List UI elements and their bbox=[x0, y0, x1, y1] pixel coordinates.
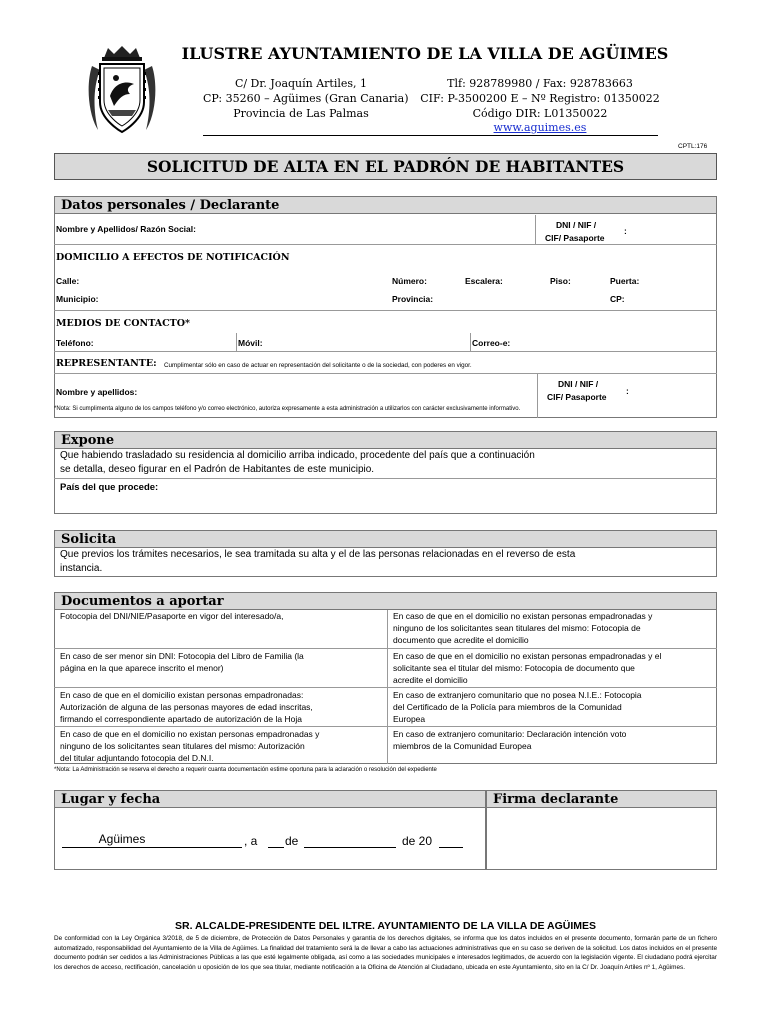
contact-heading: MEDIOS DE CONTACTO* bbox=[56, 318, 190, 329]
place-date-heading: Lugar y fecha bbox=[54, 790, 486, 808]
doc-item-owner-authorization: En caso de que en el domicilio no existan personas empadronadas y ninguno de los solicitantes sean titulares del mismo: Autorización del titular adjuntando fotocopia del D.N.I. bbox=[60, 729, 320, 763]
header-divider bbox=[203, 135, 658, 136]
door-label: Puerta: bbox=[610, 276, 640, 286]
solicita-heading: Solicita bbox=[54, 530, 717, 548]
doc-item-eu-no-nie: En caso de extranjero comunitario que no posea N.I.E.: Fotocopia del Certificado de la Policía para miembros de la Comunidad Europea bbox=[393, 690, 642, 724]
month-field[interactable] bbox=[304, 834, 396, 848]
representative-name-label: Nombre y apellidos: bbox=[56, 387, 138, 397]
expone-text-line1: Que habiendo trasladado su residencia al domicilio arriba indicado, procedente del país que a continuación bbox=[60, 450, 535, 461]
date-de-1: de bbox=[285, 834, 299, 848]
doc-item-dni: Fotocopia del DNI/NIE/Pasaporte en vigor del interesado/a, bbox=[60, 611, 284, 621]
address-postal: CP: 35260 – Agüimes (Gran Canaria) bbox=[203, 92, 409, 105]
signature-heading: Firma declarante bbox=[486, 790, 717, 808]
expone-text-line2: se detalla, deseo figurar en el Padrón de Habitantes de este municipio. bbox=[60, 464, 375, 475]
year-field[interactable] bbox=[439, 834, 463, 848]
coat-of-arms-logo bbox=[84, 44, 160, 138]
dni-label-line1: DNI / NIF / bbox=[556, 220, 597, 230]
email-label: Correo-e: bbox=[472, 338, 511, 348]
dni-colon: : bbox=[624, 226, 627, 236]
address-province: Provincia de Las Palmas bbox=[233, 107, 369, 120]
documents-heading: Documentos a aportar bbox=[54, 592, 717, 610]
place-field[interactable]: Agüimes bbox=[62, 834, 242, 848]
origin-country-label: País del que procede: bbox=[60, 482, 159, 493]
personal-data-heading: Datos personales / Declarante bbox=[54, 196, 717, 214]
day-field[interactable] bbox=[268, 834, 284, 848]
council-name: ILUSTRE AYUNTAMIENTO DE LA VILLA DE AGÜIMES bbox=[181, 44, 669, 63]
website-link[interactable]: www.aguimes.es bbox=[493, 121, 587, 134]
address-street: C/ Dr. Joaquín Artiles, 1 bbox=[234, 77, 368, 90]
expone-heading: Expone bbox=[54, 431, 717, 449]
solicita-text-line1: Que previos los trámites necesarios, le sea tramitada su alta y el de las personas relacionadas en el reverso de esta bbox=[60, 549, 576, 560]
floor-label: Piso: bbox=[550, 276, 571, 286]
addressee-title: SR. ALCALDE-PRESIDENTE DEL ILTRE. AYUNTAMIENTO DE LA VILLA DE AGÜIMES bbox=[175, 920, 596, 932]
number-label: Número: bbox=[392, 276, 427, 286]
rep-dni-label-line2: CIF/ Pasaporte bbox=[547, 392, 607, 402]
province-label: Provincia: bbox=[392, 294, 434, 304]
date-comma-a: , a bbox=[244, 834, 258, 848]
contact-phone: Tlf: 928789980 / Fax: 928783663 bbox=[447, 77, 633, 90]
phone-label: Teléfono: bbox=[56, 338, 94, 348]
contact-cif: CIF: P-3500200 E – Nº Registro: 01350022 bbox=[420, 92, 660, 105]
mobile-label: Móvil: bbox=[238, 338, 263, 348]
dni-label-line2: CIF/ Pasaporte bbox=[545, 233, 605, 243]
name-label: Nombre y Apellidos/ Razón Social: bbox=[56, 224, 196, 234]
solicita-text-line2: instancia. bbox=[60, 563, 103, 574]
form-code: CPTL:176 bbox=[678, 143, 708, 150]
documents-footnote: *Nota: La Administración se reserva el derecho a requerir cuanta documentación estime oportuna para la aclaración o resolución del expediente bbox=[54, 767, 437, 773]
domicile-heading: DOMICILIO A EFECTOS DE NOTIFICACIÓN bbox=[56, 252, 290, 263]
stair-label: Escalera: bbox=[465, 276, 503, 286]
form-title: SOLICITUD DE ALTA EN EL PADRÓN DE HABITANTES bbox=[54, 153, 717, 180]
representative-heading: REPRESENTANTE: bbox=[56, 358, 157, 369]
postal-code-label: CP: bbox=[610, 294, 625, 304]
rep-dni-label-line1: DNI / NIF / bbox=[558, 379, 599, 389]
representative-note: Cumplimentar sólo en caso de actuar en representación del solicitante o de la sociedad, con poderes en vigor. bbox=[164, 362, 472, 369]
doc-item-no-residents-not-owner: En caso de que en el domicilio no existan personas empadronadas y ninguno de los solicitantes sean titulares del mismo: Fotocopia de documento que acredite el domicilio bbox=[393, 611, 653, 645]
data-protection-notice: De conformidad con la Ley Orgánica 3/2018, de 5 de diciembre, de Protección de Datos Personales y garantía de los derechos digitales, se informa que los datos incluidos en el presente documento, formarán parte de un fichero automatizado, responsabilidad del Ayuntamiento de la Villa de Agüimes. La finalidad del tratamiento será la de llevar a cabo las actuaciones administrativas que en su caso se deriven de la solicitud. Los datos incluidos en el presente documento podrán ser cedidos a las Administraciones Públicas a las que esté legalmente obligada, así como a las sociedades municipales e interesados legitimados, de acuerdo con la legislación vigente. El ciudadano podrá ejercitar los derechos de acceso, rectificación, cancelación u oposición de los que sea titular, mediante notificación a la Oficina de Atención al Ciudadano, ubicada en este Ayuntamiento, sito en la C/ Dr. Joaquín Artiles nº 1, Agüimes. bbox=[54, 935, 717, 971]
doc-item-no-residents-owner: En caso de que en el domicilio no existan personas empadronadas y el solicitante sea el titular del mismo: Fotocopia de documento que acredite el domicilio bbox=[393, 651, 662, 685]
doc-item-minor: En caso de ser menor sin DNI: Fotocopia del Libro de Familia (la página en la que aparece inscrito el menor) bbox=[60, 651, 304, 673]
rep-dni-colon: : bbox=[626, 386, 629, 396]
doc-item-existing-residents: En caso de que en el domicilio existan personas empadronadas: Autorización de alguna de las personas mayores de edad inscritas, firmando el correspondiente apartado de autorización de la Hoja bbox=[60, 690, 313, 724]
doc-item-eu-vote: En caso de extranjero comunitario: Declaración intención voto miembros de la Comunidad Europea bbox=[393, 729, 627, 751]
date-de-20: de 20 bbox=[402, 834, 433, 848]
municipality-label: Municipio: bbox=[56, 294, 99, 304]
street-label: Calle: bbox=[56, 276, 80, 286]
contact-dir-code: Código DIR: L01350022 bbox=[472, 107, 608, 120]
contact-footnote: *Nota: Si cumplimenta alguno de los campos teléfono y/o correo electrónico, autoriza expresamente a esta administración a utilizarlos con carácter exclusivamente informativo. bbox=[54, 406, 521, 412]
